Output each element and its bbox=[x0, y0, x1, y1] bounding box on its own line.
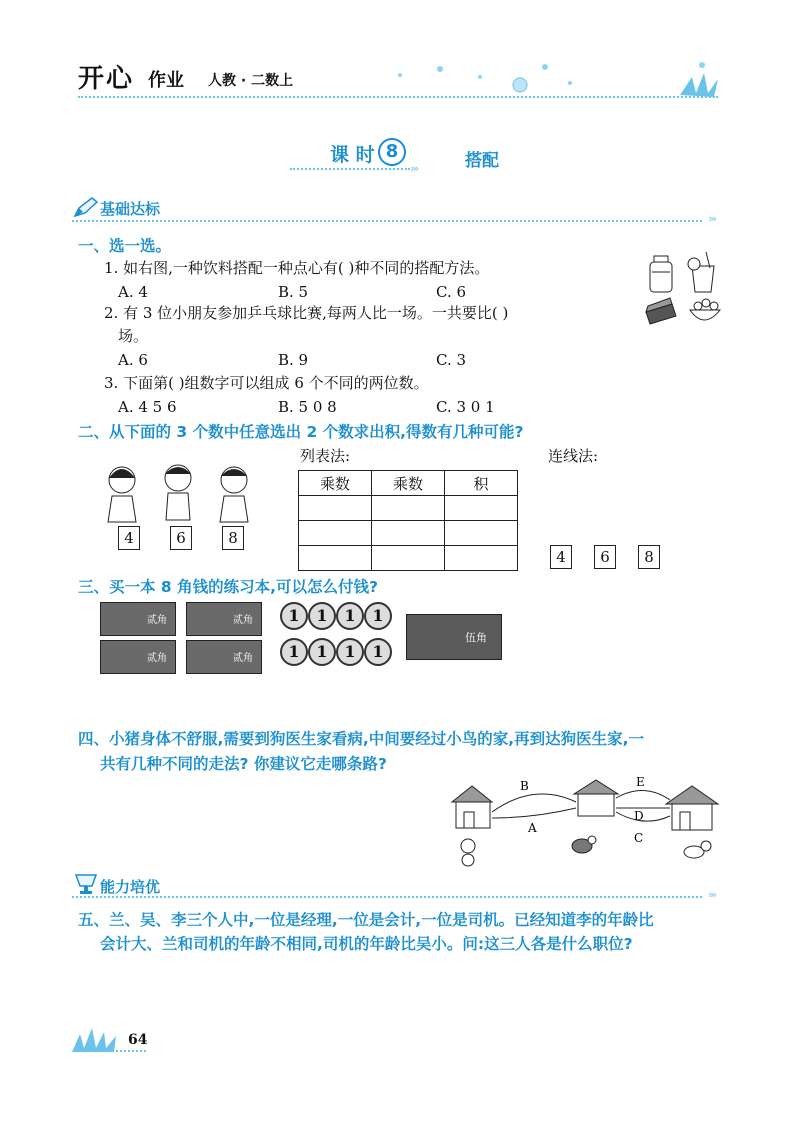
kid-number-box-1: 4 bbox=[118, 526, 140, 550]
table-row bbox=[299, 496, 518, 521]
q5-line2: 会计大、兰和司机的年龄不相同,司机的年龄比吴小。问:这三人各是什么职位? bbox=[100, 935, 633, 953]
coin-1jiao[interactable]: 1 bbox=[280, 638, 308, 666]
banknote-2jiao-label: 贰角 bbox=[233, 653, 253, 664]
trophy-icon bbox=[72, 872, 100, 896]
q1-item2-stem-cont: 场。 bbox=[118, 327, 149, 345]
q1-item1-stem: 1. 如右图,一种饮料搭配一种点心有( )种不同的搭配方法。 bbox=[104, 259, 490, 277]
q1-item1-option-c[interactable]: C. 6 bbox=[436, 283, 467, 301]
bird-house-icon bbox=[574, 780, 618, 816]
dog-icon bbox=[684, 841, 711, 858]
section-advanced bbox=[72, 872, 732, 900]
coin-1jiao[interactable]: 1 bbox=[336, 602, 364, 630]
bubbles-decoration bbox=[380, 55, 730, 105]
banknote-2jiao[interactable] bbox=[100, 640, 176, 674]
bottle-icon bbox=[650, 256, 672, 292]
lesson-title: 搭配 bbox=[465, 151, 499, 171]
q4-line2: 共有几种不同的走法? 你建议它走哪条路? bbox=[100, 755, 387, 773]
route-a-label: A bbox=[528, 821, 537, 835]
pig-house-icon bbox=[452, 786, 492, 828]
section-advanced-label: 能力培优 bbox=[100, 878, 161, 896]
q1-item3-option-a[interactable]: A. 4 5 6 bbox=[118, 398, 177, 416]
banknote-2jiao[interactable] bbox=[186, 640, 262, 674]
girl-left-icon bbox=[108, 467, 136, 522]
line-number-box-3[interactable]: 8 bbox=[638, 545, 660, 569]
section-advanced-arrows: ››› bbox=[708, 888, 716, 901]
lesson-banner bbox=[290, 138, 520, 178]
line-method-label: 连线法: bbox=[548, 447, 599, 465]
q1-item2-option-b[interactable]: B. 9 bbox=[278, 351, 309, 369]
banknote-2jiao-label: 贰角 bbox=[147, 653, 167, 664]
banknote-2jiao[interactable] bbox=[100, 602, 176, 636]
banknote-2jiao-label: 贰角 bbox=[233, 615, 253, 626]
coin-1jiao[interactable]: 1 bbox=[308, 602, 336, 630]
product-table bbox=[298, 470, 518, 571]
q1-item2-stem: 2. 有 3 位小朋友参加乒乓球比赛,每两人比一场。一共要比( ) bbox=[104, 304, 509, 322]
coin-1jiao[interactable]: 1 bbox=[336, 638, 364, 666]
q1-item2-option-c[interactable]: C. 3 bbox=[436, 351, 467, 369]
banknote-2jiao[interactable] bbox=[186, 602, 262, 636]
children-illustration bbox=[100, 460, 270, 530]
route-e-path bbox=[616, 790, 670, 800]
table-row bbox=[299, 521, 518, 546]
table-header-row bbox=[299, 471, 518, 496]
table-row bbox=[299, 546, 518, 571]
banknote-2jiao-label: 贰角 bbox=[147, 615, 167, 626]
girl-right-icon bbox=[220, 467, 248, 522]
coin-1jiao[interactable]: 1 bbox=[308, 638, 336, 666]
route-c-label: C bbox=[634, 831, 644, 845]
brand-title: 开心 bbox=[78, 64, 135, 94]
q3-title: 三、买一本 8 角钱的练习本,可以怎么付钱? bbox=[78, 578, 378, 596]
section-basic-arrows: ››› bbox=[708, 212, 716, 225]
q1-item3-option-c[interactable]: C. 3 0 1 bbox=[436, 398, 495, 416]
q1-item1-option-a[interactable]: A. 4 bbox=[118, 283, 148, 301]
q1-item3-stem: 3. 下面第( )组数字可以组成 6 个不同的两位数。 bbox=[104, 374, 429, 392]
section-basic-rule bbox=[72, 220, 702, 222]
route-e-label: E bbox=[636, 775, 645, 789]
coins-1jiao bbox=[280, 602, 390, 674]
q4-line1: 四、小猪身体不舒服,需要到狗医生家看病,中间要经过小鸟的家,再到达狗医生家,一 bbox=[78, 730, 645, 748]
line-number-box-1[interactable]: 4 bbox=[550, 545, 572, 569]
lesson-label: 课 时 bbox=[330, 144, 375, 166]
edition-label: 人教 · 二数上 bbox=[208, 73, 294, 89]
q2-title: 二、从下面的 3 个数中任意选出 2 个数求出积,得数有几种可能? bbox=[78, 423, 524, 441]
coin-1jiao[interactable]: 1 bbox=[280, 602, 308, 630]
q1-item3-option-b[interactable]: B. 5 0 8 bbox=[278, 398, 337, 416]
banknote-5jiao[interactable] bbox=[406, 614, 502, 660]
bird-icon bbox=[572, 836, 596, 853]
banknote-5jiao-label: 伍角 bbox=[465, 631, 487, 644]
page-number: 64 bbox=[128, 1032, 148, 1048]
boy-center-icon bbox=[165, 465, 191, 520]
kid-number-box-3: 8 bbox=[222, 526, 244, 550]
line-number-box-2[interactable]: 6 bbox=[594, 545, 616, 569]
fruit-bowl-icon bbox=[690, 299, 720, 320]
lesson-arrows: ››› bbox=[410, 162, 418, 175]
header bbox=[0, 0, 800, 110]
section-advanced-rule bbox=[72, 896, 702, 898]
q1-item2-option-a[interactable]: A. 6 bbox=[118, 351, 148, 369]
route-a-path bbox=[492, 808, 576, 818]
table-header-product: 积 bbox=[445, 471, 518, 496]
table-header-factor-1: 乘数 bbox=[299, 471, 372, 496]
cake-icon bbox=[646, 298, 676, 324]
route-b-label: B bbox=[520, 779, 529, 793]
pig-icon bbox=[461, 839, 475, 866]
dog-house-icon bbox=[666, 786, 718, 830]
kid-number-box-2: 6 bbox=[170, 526, 192, 550]
q5-line1: 五、兰、吴、李三个人中,一位是经理,一位是会计,一位是司机。已经知道李的年龄比 bbox=[78, 911, 654, 929]
route-b-path bbox=[492, 794, 576, 812]
drinks-snacks-illustration bbox=[640, 250, 730, 330]
coin-1jiao[interactable]: 1 bbox=[364, 638, 392, 666]
q1-title: 一、选一选。 bbox=[78, 237, 172, 255]
footer bbox=[72, 1026, 192, 1056]
lesson-number: 8 bbox=[378, 138, 406, 166]
table-method-label: 列表法: bbox=[300, 447, 351, 465]
route-d-label: D bbox=[634, 809, 644, 823]
juice-glass-icon bbox=[688, 252, 714, 292]
section-basic bbox=[72, 196, 732, 224]
coin-1jiao[interactable]: 1 bbox=[364, 602, 392, 630]
pencil-icon bbox=[72, 196, 100, 220]
section-basic-label: 基础达标 bbox=[100, 200, 161, 218]
q1-item1-option-b[interactable]: B. 5 bbox=[278, 283, 309, 301]
lesson-underline bbox=[290, 168, 410, 170]
route-map bbox=[444, 772, 728, 868]
footer-rule bbox=[116, 1050, 146, 1052]
banknotes-2jiao bbox=[100, 602, 260, 674]
table-header-factor-2: 乘数 bbox=[372, 471, 445, 496]
brand-subtitle: 作业 bbox=[148, 70, 184, 91]
